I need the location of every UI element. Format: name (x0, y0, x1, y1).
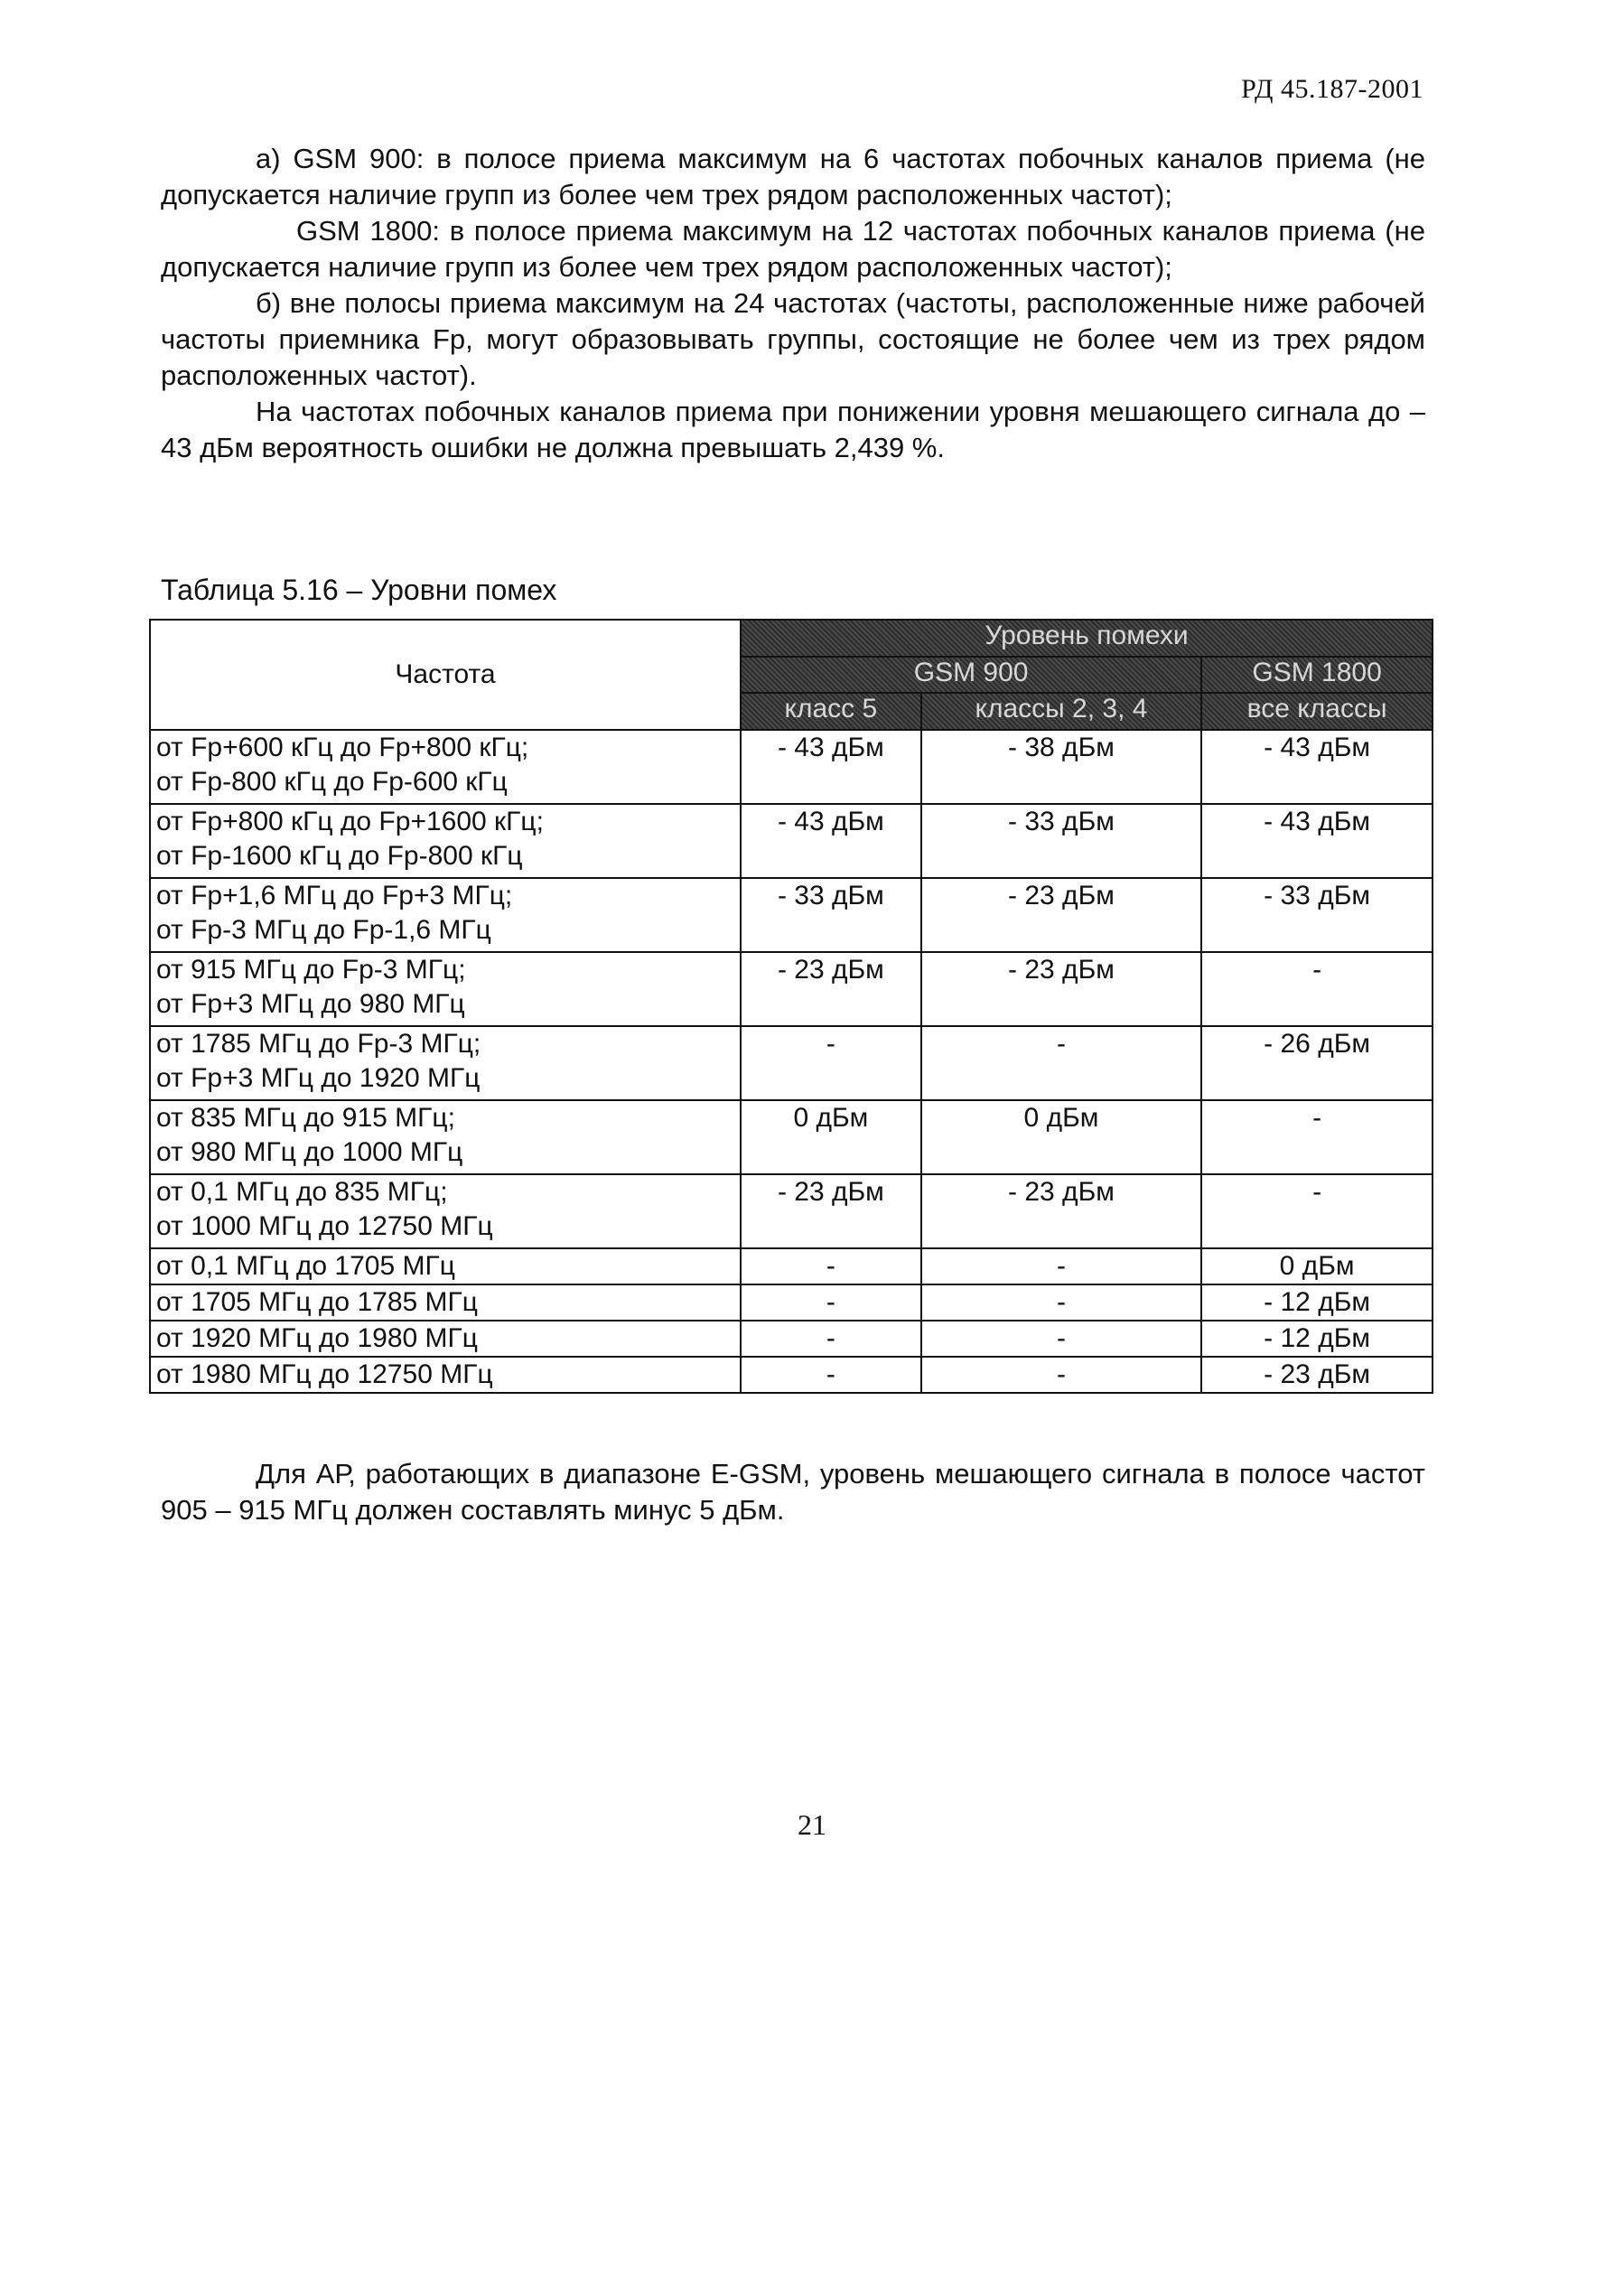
freq-cell: от Fр+800 кГц до Fр+1600 кГц; от Fр-1600 кГц до Fр-800 кГц (150, 804, 741, 878)
value-cell: - 33 дБм (741, 878, 921, 952)
noise-levels-table (149, 619, 1433, 1394)
paragraph-gsm1800: GSM 1800: в полосе приема максимум на 12 частотах побочных каналов приема (не допускается наличие групп из более чем трех рядом расположенных частот); (161, 215, 1425, 283)
header-class-5: класс 5 (741, 693, 921, 730)
value-cell: - 23 дБм (1201, 1357, 1433, 1393)
paragraph-out-of-band: б) вне полосы приема максимум на 24 частотах (частоты, расположенные ниже рабочей частоты приемника Fр, могут образовывать группы, состоящие не более чем из трех рядом расположенных частот). (161, 287, 1425, 391)
freq-cell: от Fр+600 кГц до Fр+800 кГц; от Fр-800 кГц до Fр-600 кГц (150, 730, 741, 804)
value-cell: - (741, 1321, 921, 1357)
freq-cell: от 1920 МГц до 1980 МГц (150, 1321, 741, 1357)
value-cell: - (1201, 1100, 1433, 1174)
freq-cell: от 835 МГц до 915 МГц; от 980 МГц до 1000 МГц (150, 1100, 741, 1174)
value-cell: - 43 дБм (741, 730, 921, 804)
value-cell: 0 дБм (921, 1100, 1201, 1174)
header-classes-2-3-4: классы 2, 3, 4 (921, 693, 1201, 730)
value-cell: 0 дБм (1201, 1248, 1433, 1284)
document-code: РД 45.187-2001 (1241, 74, 1423, 104)
value-cell: - 43 дБм (1201, 804, 1433, 878)
table-row (150, 1284, 1433, 1321)
table-row (150, 1248, 1433, 1284)
freq-cell: от 1980 МГц до 12750 МГц (150, 1357, 741, 1393)
value-cell: - 23 дБм (741, 952, 921, 1026)
paragraph-gsm900: а) GSM 900: в полосе приема максимум на 6 частотах побочных каналов приема (не допускается наличие групп из более чем трех рядом расположенных частот); (161, 143, 1425, 210)
table-row (150, 1026, 1433, 1100)
value-cell: - 23 дБм (921, 952, 1201, 1026)
value-cell: - (1201, 1174, 1433, 1248)
value-cell: - 43 дБм (741, 804, 921, 878)
value-cell: - (741, 1357, 921, 1393)
header-all-classes: все классы (1201, 693, 1433, 730)
table-row (150, 1357, 1433, 1393)
value-cell: - 23 дБм (741, 1174, 921, 1248)
value-cell: 0 дБм (741, 1100, 921, 1174)
value-cell: - 38 дБм (921, 730, 1201, 804)
table-row (150, 730, 1433, 804)
header-gsm900: GSM 900 (741, 657, 1201, 694)
page-number: 21 (798, 1808, 826, 1841)
value-cell: - (921, 1026, 1201, 1100)
freq-cell: от 0,1 МГц до 835 МГц; от 1000 МГц до 12750 МГц (150, 1174, 741, 1248)
conclusion-text (161, 1456, 1425, 1528)
value-cell: - (921, 1357, 1201, 1393)
value-cell: - 33 дБм (1201, 878, 1433, 952)
value-cell: - 23 дБм (921, 1174, 1201, 1248)
value-cell: - (741, 1284, 921, 1321)
header-frequency: Частота (150, 620, 741, 730)
value-cell: - (1201, 952, 1433, 1026)
freq-cell: от Fр+1,6 МГц до Fр+3 МГц; от Fр-3 МГц до Fр-1,6 МГц (150, 878, 741, 952)
table-row (150, 1321, 1433, 1357)
value-cell: - 23 дБм (921, 878, 1201, 952)
table-row (150, 952, 1433, 1026)
header-gsm1800: GSM 1800 (1201, 657, 1433, 694)
table-row (150, 878, 1433, 952)
freq-cell: от 1785 МГц до Fр-3 МГц; от Fр+3 МГц до 1920 МГц (150, 1026, 741, 1100)
value-cell: - 12 дБм (1201, 1321, 1433, 1357)
freq-cell: от 0,1 МГц до 1705 МГц (150, 1248, 741, 1284)
value-cell: - (741, 1026, 921, 1100)
freq-cell: от 1705 МГц до 1785 МГц (150, 1284, 741, 1321)
table-caption: Таблица 5.16 – Уровни помех (161, 574, 557, 606)
value-cell: - 43 дБм (1201, 730, 1433, 804)
value-cell: - (921, 1321, 1201, 1357)
intro-text (161, 141, 1425, 466)
paragraph-egsm: Для АР, работающих в диапазоне E-GSM, уровень мешающего сигнала в полосе частот 905 – 915 МГц должен составлять минус 5 дБм. (161, 1458, 1425, 1526)
value-cell: - (741, 1248, 921, 1284)
table-row (150, 1100, 1433, 1174)
paragraph-error-probability: На частотах побочных каналов приема при понижении уровня мешающего сигнала до – 43 дБм вероятность ошибки не должна превышать 2,439 %. (161, 396, 1425, 463)
freq-cell: от 915 МГц до Fр-3 МГц; от Fр+3 МГц до 980 МГц (150, 952, 741, 1026)
value-cell: - 12 дБм (1201, 1284, 1433, 1321)
table-row (150, 804, 1433, 878)
table-row (150, 1174, 1433, 1248)
value-cell: - (921, 1284, 1201, 1321)
header-noise-level: Уровень помехи (741, 620, 1433, 657)
value-cell: - 33 дБм (921, 804, 1201, 878)
value-cell: - 26 дБм (1201, 1026, 1433, 1100)
value-cell: - (921, 1248, 1201, 1284)
